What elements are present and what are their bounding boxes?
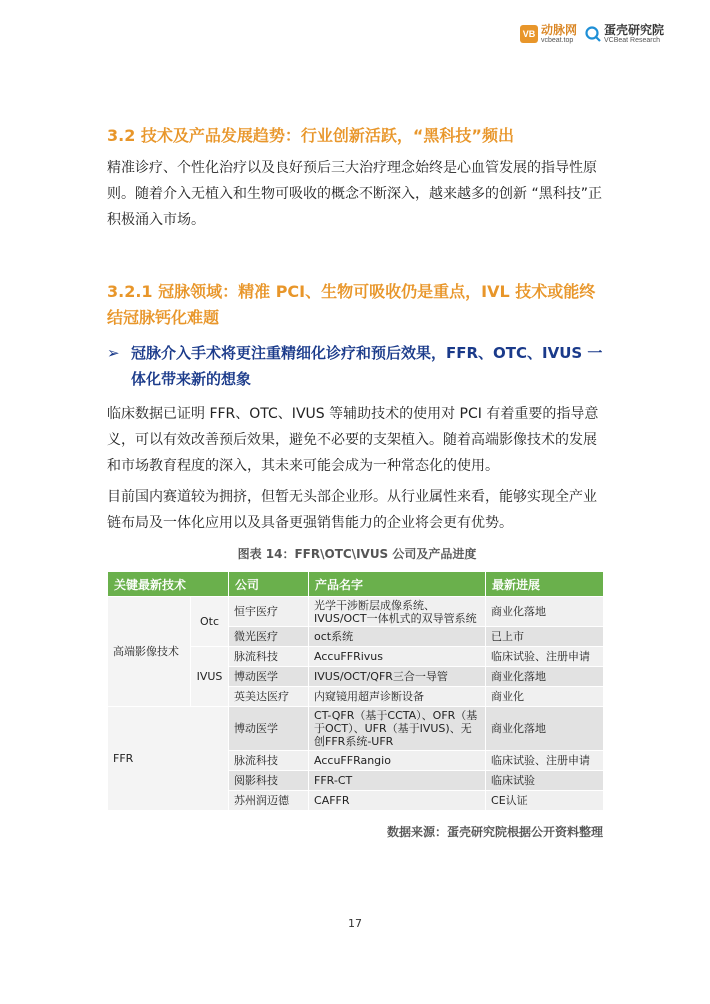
table-cell-company: 博动医学: [229, 667, 309, 687]
product-progress-table: [107, 571, 604, 811]
table-cell-progress: 临床试验、注册申请: [486, 647, 604, 667]
table-cell-progress: 商业化落地: [486, 597, 604, 627]
table-cell-product: 光学干涉断层成像系统、IVUS/OCT一体机式的双导管系统: [309, 597, 486, 627]
table-cell-progress: 临床试验、注册申请: [486, 751, 604, 771]
logo-vcbeat-name: 动脉网: [540, 23, 577, 37]
vcbeat-logo: [520, 24, 577, 44]
table-cell-company: 脉流科技: [229, 751, 309, 771]
header-logos: [520, 24, 664, 44]
table-cell-product: CAFFR: [309, 791, 486, 811]
data-source-note: 数据来源：蛋壳研究院根据公开资料整理: [386, 825, 603, 839]
section-heading: 3.2 技术及产品发展趋势：行业创新活跃，“黑科技”频出: [107, 126, 514, 145]
bullet-arrow-icon: ➢: [107, 344, 120, 362]
table-header-technology: 关键最新技术: [108, 572, 229, 597]
subgroup-cell-ivus: IVUS: [191, 647, 229, 707]
table-header-progress: 最新进展: [486, 572, 604, 597]
table-cell-company: 脉流科技: [229, 647, 309, 667]
research-logo-icon: [585, 26, 601, 42]
table-cell-company: 阅影科技: [229, 771, 309, 791]
body-paragraph-1: 临床数据已证明 FFR、OTC、IVUS 等辅助技术的使用对 PCI 有着重要的指导意义，可以有效改善预后效果，避免不必要的支架植入。随着高端影像技术的发展和市场教育程度的深入，其未来可能会成为一种常态化的使用。: [107, 406, 599, 474]
table-cell-company: 英美达医疗: [229, 687, 309, 707]
table-cell-company: 微光医疗: [229, 627, 309, 647]
table-cell-product: FFR-CT: [309, 771, 486, 791]
bullet-text: 冠脉介入手术将更注重精细化诊疗和预后效果，FFR、OTC、IVUS 一体化带来新的想象: [131, 344, 603, 388]
body-paragraph-2: 目前国内赛道较为拥挤，但暂无头部企业形。从行业属性来看，能够实现全产业链布局及一体化应用以及具备更强销售能力的企业将会更有优势。: [107, 489, 597, 531]
table-cell-progress: 商业化落地: [486, 707, 604, 751]
table-cell-progress: 已上市: [486, 627, 604, 647]
table-cell-company: 恒宇医疗: [229, 597, 309, 627]
vb-logo-icon: VB: [520, 25, 538, 43]
table-cell-progress: 商业化: [486, 687, 604, 707]
bullet-heading: [107, 340, 607, 392]
figure-title: 图表 14：FFR\OTC\IVUS 公司及产品进度: [237, 547, 477, 561]
table-cell-progress: 商业化落地: [486, 667, 604, 687]
table-cell-company: 苏州润迈德: [229, 791, 309, 811]
table-header-company: 公司: [229, 572, 309, 597]
table-cell-company: 博动医学: [229, 707, 309, 751]
table-header-product: 产品名字: [309, 572, 486, 597]
group-cell-imaging: 高端影像技术: [108, 597, 191, 707]
subgroup-cell-otc: Otc: [191, 597, 229, 647]
table-cell-progress: CE认证: [486, 791, 604, 811]
table-cell-product: oct系统: [309, 627, 486, 647]
logo-research-name: 蛋壳研究院: [603, 23, 664, 37]
page-number: 17: [348, 917, 362, 930]
table-cell-progress: 临床试验: [486, 771, 604, 791]
subsection-heading: 3.2.1 冠脉领域：精准 PCI、生物可吸收仍是重点，IVL 技术或能终结冠脉钙化难题: [107, 282, 596, 327]
table-cell-product: AccuFFRivus: [309, 647, 486, 667]
section-paragraph: 精准诊疗、个性化治疗以及良好预后三大治疗理念始终是心血管发展的指导性原则。随着介入无植入和生物可吸收的概念不断深入，越来越多的创新 “黑科技”正积极涌入市场。: [107, 160, 602, 228]
table-cell-product: AccuFFRangio: [309, 751, 486, 771]
table-cell-product: IVUS/OCT/QFR三合一导管: [309, 667, 486, 687]
vcbeat-research-logo: [585, 24, 664, 44]
logo-research-sub: VCBeat Research: [603, 37, 661, 44]
group-cell-ffr: FFR: [108, 707, 229, 811]
table-cell-product: CT-QFR（基于CCTA）、OFR（基于OCT）、UFR（基于IVUS)、无创FFR系统-UFR: [309, 707, 486, 751]
logo-vcbeat-url: vcbeat.top: [540, 37, 574, 44]
table-cell-product: 内窥镜用超声诊断设备: [309, 687, 486, 707]
